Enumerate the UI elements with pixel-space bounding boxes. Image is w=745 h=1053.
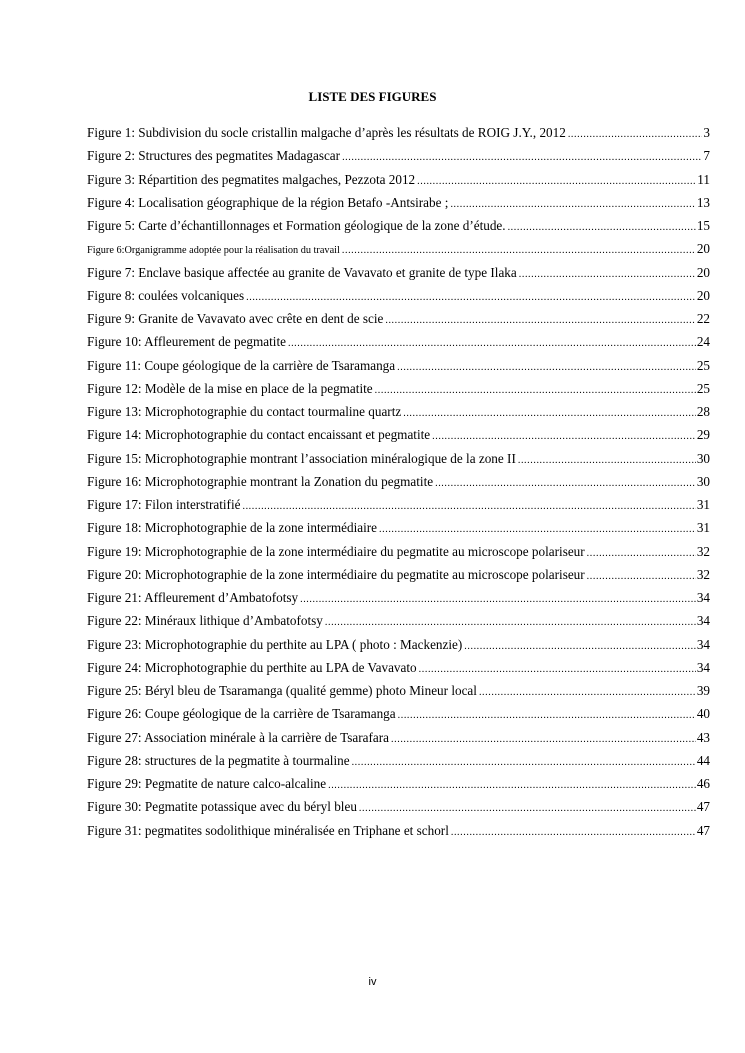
figure-page: 31	[696, 497, 710, 512]
figure-label: Figure 29: Pegmatite de nature calco-alcaline	[87, 776, 327, 791]
dot-leader	[432, 429, 696, 445]
figure-entry-26[interactable]	[87, 706, 710, 729]
figure-entry-4[interactable]	[87, 195, 710, 218]
figure-entry-17[interactable]	[87, 497, 710, 520]
dot-leader	[450, 197, 695, 213]
dot-leader	[587, 569, 696, 585]
figure-entry-9[interactable]	[87, 311, 710, 334]
figure-entry-18[interactable]	[87, 520, 710, 543]
figure-page: 7	[703, 148, 710, 164]
dot-leader	[288, 336, 696, 352]
dot-leader	[385, 313, 695, 329]
figure-entry-3[interactable]	[87, 172, 710, 195]
figure-label: Figure 6:Organigramme adoptée pour la réalisation du travail	[87, 245, 340, 257]
figure-entry-2[interactable]	[87, 148, 710, 171]
figure-page: 15	[696, 218, 710, 233]
figure-label: Figure 21: Affleurement d’Ambatofotsy	[87, 590, 299, 605]
figure-page: 34	[696, 636, 710, 652]
page-number: iv	[368, 976, 377, 988]
figure-label: Figure 1: Subdivision du socle cristallin malgache d’après les résultats de ROIG J.Y., 2012	[87, 125, 566, 140]
figure-label: Figure 10: Affleurement de pegmatite	[87, 334, 286, 350]
dot-leader	[342, 243, 696, 259]
dot-leader	[398, 708, 696, 724]
dot-leader	[325, 615, 696, 631]
figure-page: 22	[696, 311, 710, 326]
figure-label: Figure 12: Modèle de la mise en place de la pegmatite	[87, 380, 373, 396]
figure-label: Figure 17: Filon interstratifié	[87, 497, 241, 512]
figure-label: Figure 15: Microphotographie montrant l’association minéralogique de la zone II	[87, 450, 516, 466]
figure-label: Figure 7: Enclave basique affectée au granite de Vavavato et granite de type Ilaka	[87, 264, 517, 280]
figure-entry-11[interactable]	[87, 358, 710, 381]
figure-page: 44	[696, 752, 710, 768]
figure-label: Figure 3: Répartition des pegmatites malgaches, Pezzota 2012	[87, 171, 416, 187]
figure-label: Figure 27: Association minérale à la carrière de Tsarafara	[87, 729, 390, 745]
figure-entry-30[interactable]	[87, 799, 710, 822]
figure-page: 24	[696, 334, 710, 350]
figure-label: Figure 5: Carte d’échantillonnages et Formation géologique de la zone d’étude.	[87, 218, 506, 233]
figure-label: Figure 25: Béryl bleu de Tsaramanga (qualité gemme) photo Mineur local	[87, 683, 477, 698]
figure-page: 28	[696, 404, 710, 419]
dot-leader	[359, 801, 696, 817]
figure-page: 32	[696, 543, 710, 559]
figure-entry-13[interactable]	[87, 404, 710, 427]
figure-entry-16[interactable]	[87, 474, 710, 497]
figure-entry-10[interactable]	[87, 334, 710, 357]
figure-page: 34	[696, 659, 710, 675]
figure-label: Figure 28: structures de la pegmatite à tourmaline	[87, 752, 350, 768]
figure-page: 31	[696, 520, 710, 536]
page-title: LISTE DES FIGURES	[308, 89, 437, 104]
figure-entry-19[interactable]	[87, 544, 710, 567]
figure-entry-1[interactable]	[87, 125, 710, 148]
figure-entry-29[interactable]	[87, 776, 710, 799]
figure-entry-24[interactable]	[87, 660, 710, 683]
dot-leader	[587, 546, 696, 562]
figure-label: Figure 22: Minéraux lithique d’Ambatofotsy	[87, 613, 323, 629]
figure-label: Figure 26: Coupe géologique de la carrière de Tsaramanga	[87, 706, 396, 722]
dot-leader	[464, 639, 696, 655]
dot-leader	[300, 592, 696, 608]
dot-leader	[479, 685, 696, 701]
figure-entry-5[interactable]	[87, 218, 710, 241]
dot-leader	[328, 778, 696, 794]
dot-leader	[397, 360, 696, 376]
figure-page: 46	[696, 776, 710, 791]
figure-entry-6[interactable]	[87, 241, 710, 264]
dot-leader	[242, 499, 695, 515]
figure-page: 47	[696, 822, 710, 838]
figure-label: Figure 2: Structures des pegmatites Madagascar	[87, 148, 341, 164]
figure-page: 20	[696, 241, 710, 257]
figure-page: 40	[696, 706, 710, 722]
dot-leader	[352, 755, 696, 771]
figure-page: 25	[696, 357, 710, 373]
dot-leader	[518, 453, 696, 469]
figure-label: Figure 13: Microphotographie du contact tourmaline quartz	[87, 404, 402, 419]
figure-entry-7[interactable]	[87, 265, 710, 288]
figure-page: 34	[696, 590, 710, 605]
dot-leader	[419, 662, 696, 678]
figure-page: 30	[696, 473, 710, 489]
figure-entry-28[interactable]	[87, 753, 710, 776]
figure-label: Figure 18: Microphotographie de la zone intermédiaire	[87, 520, 378, 536]
figure-page: 20	[696, 287, 710, 303]
figure-entry-23[interactable]	[87, 637, 710, 660]
figure-label: Figure 31: pegmatites sodolithique minéralisée en Triphane et schorl	[87, 822, 449, 838]
figure-label: Figure 20: Microphotographie de la zone intermédiaire du pegmatite au microscope polariseur	[87, 566, 585, 582]
figure-label: Figure 16: Microphotographie montrant la Zonation du pegmatite	[87, 473, 434, 489]
figure-label: Figure 4: Localisation géographique de la région Betafo -Antsirabe ;	[87, 194, 449, 210]
figure-entry-27[interactable]	[87, 730, 710, 753]
figure-label: Figure 30: Pegmatite potassique avec du béryl bleu	[87, 799, 357, 815]
figure-page: 47	[696, 799, 710, 815]
dot-leader	[379, 522, 696, 538]
figure-entry-12[interactable]	[87, 381, 710, 404]
figure-entry-22[interactable]	[87, 613, 710, 636]
figure-entry-31[interactable]	[87, 823, 710, 846]
figure-entry-20[interactable]	[87, 567, 710, 590]
figure-page: 11	[697, 171, 710, 187]
figure-list	[87, 125, 710, 846]
figure-label: Figure 23: Microphotographie du perthite au LPA ( photo : Mackenzie)	[87, 636, 463, 652]
figure-label: Figure 8: coulées volcaniques	[87, 287, 245, 303]
dot-leader	[391, 732, 696, 748]
dot-leader	[417, 174, 696, 190]
figure-label: Figure 14: Microphotographie du contact encaissant et pegmatite	[87, 427, 431, 443]
figure-page: 25	[696, 380, 710, 396]
figure-entry-8[interactable]	[87, 288, 710, 311]
figure-label: Figure 9: Granite de Vavavato avec crête en dent de scie	[87, 311, 384, 326]
dot-leader	[451, 825, 696, 841]
dot-leader	[435, 476, 696, 492]
figure-page: 29	[696, 427, 710, 443]
figure-page: 30	[696, 450, 710, 466]
figure-page: 43	[696, 729, 710, 745]
dot-leader	[568, 127, 703, 143]
dot-leader	[508, 220, 696, 236]
figure-page: 32	[696, 566, 710, 582]
dot-leader	[375, 383, 696, 399]
figure-entry-21[interactable]	[87, 590, 710, 613]
figure-page: 20	[696, 264, 710, 280]
figure-entry-14[interactable]	[87, 427, 710, 450]
dot-leader	[246, 290, 696, 306]
figure-label: Figure 19: Microphotographie de la zone intermédiaire du pegmatite au microscope polariseur	[87, 543, 585, 559]
figure-entry-15[interactable]	[87, 451, 710, 474]
figure-label: Figure 24: Microphotographie du perthite au LPA de Vavavato	[87, 659, 417, 675]
dot-leader	[403, 406, 696, 422]
figure-entry-25[interactable]	[87, 683, 710, 706]
dot-leader	[342, 150, 702, 166]
figure-page: 34	[696, 613, 710, 629]
figure-page: 3	[703, 125, 710, 140]
figure-page: 39	[696, 683, 710, 698]
dot-leader	[519, 267, 696, 283]
figure-page: 13	[696, 194, 710, 210]
figure-label: Figure 11: Coupe géologique de la carrière de Tsaramanga	[87, 357, 396, 373]
